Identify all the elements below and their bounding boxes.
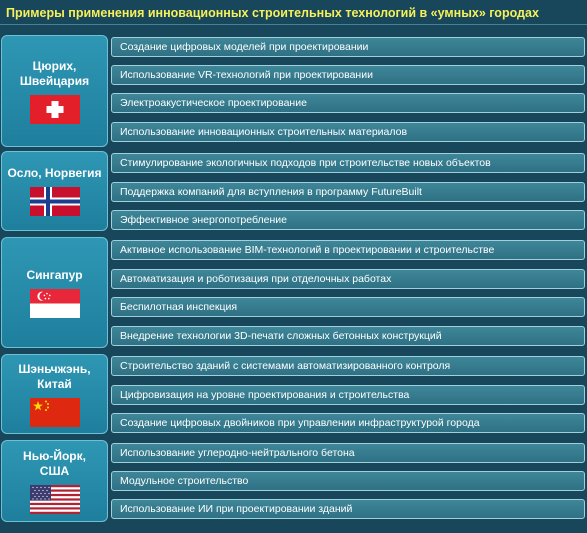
list-item: Цифровизация на уровне проектирования и строительства [111, 385, 585, 405]
list-item: Использование VR-технологий при проектировании [111, 65, 585, 85]
norway-flag-icon [30, 187, 80, 216]
city-name: Шэньчжэнь, Китай [18, 361, 91, 391]
switzerland-flag-icon [30, 95, 80, 124]
china-flag-icon [30, 398, 80, 427]
list-item: Использование ИИ при проектировании зданий [111, 499, 585, 519]
list-item: Строительство зданий с системами автоматизированного контроля [111, 356, 585, 376]
list-item: Использование инновационных строительных материалов [111, 122, 585, 142]
city-name: Осло, Норвегия [7, 166, 102, 180]
list-item: Внедрение технологии 3D-печати сложных бетонных конструкций [111, 326, 585, 346]
list-item: Беспилотная инспекция [111, 297, 585, 317]
city-name: Цюрих, Швейцария [19, 58, 90, 88]
list-item: Использование углеродно-нейтрального бетона [111, 443, 585, 463]
page-title: Примеры применения инновационных строительных технологий в «умных» городах [6, 6, 539, 20]
list-item: Эффективное энергопотребление [111, 210, 585, 230]
list-item: Поддержка компаний для вступления в программу FutureBuilt [111, 182, 585, 202]
city-card-zurich [1, 35, 108, 147]
list-item: Создание цифровых двойников при управлении инфраструктурой города [111, 413, 585, 433]
city-card-new-york [1, 440, 108, 522]
list-item: Автоматизация и роботизация при отделочных работах [111, 269, 585, 289]
list-item: Электроакустическое проектирование [111, 93, 585, 113]
list-item: Стимулирование экологичных подходов при строительстве новых объектов [111, 153, 585, 173]
singapore-flag-icon [30, 289, 80, 318]
list-item: Создание цифровых моделей при проектировании [111, 37, 585, 57]
city-card-singapore [1, 237, 108, 348]
city-name: Нью-Йорк, США [23, 448, 86, 478]
city-card-shenzhen [1, 354, 108, 434]
city-card-oslo [1, 151, 108, 231]
usa-flag-icon [30, 485, 80, 514]
list-item: Активное использование BIM-технологий в проектировании и строительстве [111, 240, 585, 260]
title-divider [0, 24, 587, 25]
city-name: Сингапур [26, 267, 83, 282]
list-item: Модульное строительство [111, 471, 585, 491]
